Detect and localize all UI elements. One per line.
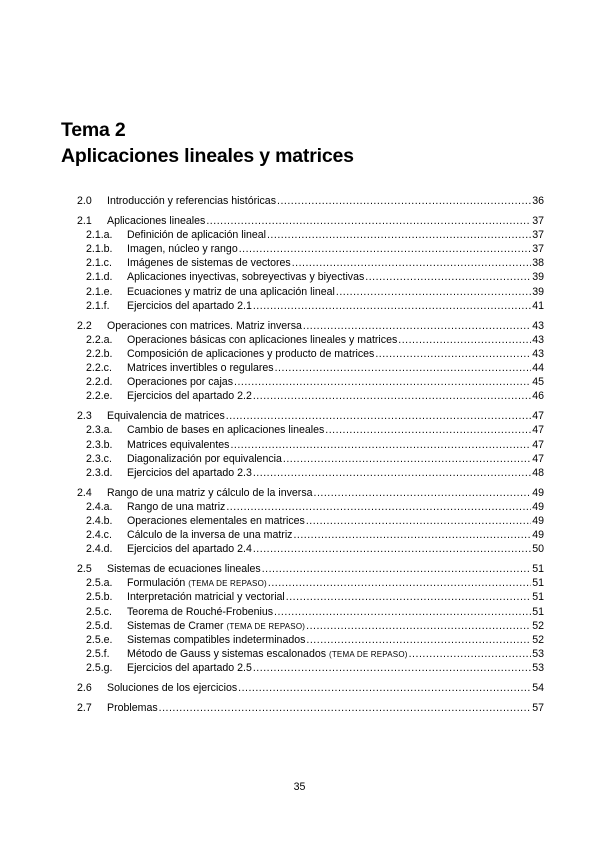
dot-leader [365, 270, 531, 284]
toc-entry-title [127, 647, 408, 662]
toc-entry-title-text: Ejercicios del apartado 2.5 [127, 661, 252, 674]
toc-entry-title-text: Sistemas de ecuaciones lineales [107, 563, 261, 576]
toc-entry-title [127, 242, 238, 256]
toc-entry-page: 37 [532, 215, 544, 228]
toc-entry-page: 52 [532, 619, 544, 632]
dot-leader [159, 701, 532, 715]
toc-entry-title [127, 423, 324, 437]
toc-entry-title-text: Rango de una matriz y cálculo de la inversa [107, 486, 313, 499]
toc-subentry [77, 661, 544, 675]
toc-entry-title-text: Cálculo de la inversa de una matriz [127, 529, 293, 542]
dot-leader [293, 528, 531, 542]
toc-entry-page: 47 [532, 410, 544, 423]
toc-section [77, 214, 544, 313]
toc-entry-page: 43 [532, 347, 544, 360]
toc-entry [77, 214, 544, 228]
toc-entry-number: 2.3.d. [86, 466, 113, 479]
toc-subentry [77, 347, 544, 361]
dot-leader [325, 423, 531, 437]
toc-entry-page: 39 [532, 285, 544, 298]
dot-leader [375, 347, 531, 361]
toc-entry-page: 37 [532, 229, 544, 242]
toc-entry-title-text: Composición de aplicaciones y producto de matrices [127, 347, 375, 360]
toc-entry-title [127, 375, 233, 389]
toc-entry-title [107, 409, 225, 423]
toc-entry [77, 562, 544, 576]
toc-entry-title-text: Cambio de bases en aplicaciones lineales [127, 424, 325, 437]
toc-entry-note: (TEMA DE REPASO) [226, 621, 306, 631]
dot-leader [303, 319, 531, 333]
toc-entry-page: 37 [532, 243, 544, 256]
chapter-title: Aplicaciones lineales y matrices [61, 145, 354, 167]
toc-subentry [77, 647, 544, 661]
toc-entry-title [127, 605, 273, 619]
toc-entry-number: 2.4.d. [86, 543, 113, 556]
toc-entry-title-text: Sistemas compatibles indeterminados [127, 633, 306, 646]
dot-leader [286, 590, 531, 604]
toc-entry-title-text: Aplicaciones lineales [107, 215, 206, 228]
toc-entry-number: 2.2.a. [86, 333, 113, 346]
dot-leader [226, 500, 531, 514]
toc-entry-number: 2.3.a. [86, 424, 113, 437]
toc-entry-title [127, 514, 305, 528]
toc-entry-page: 49 [532, 486, 544, 499]
toc-entry-number: 2.4 [77, 486, 92, 499]
toc-subentry [77, 333, 544, 347]
toc-subentry [77, 466, 544, 480]
toc-entry-title-text: Problemas [107, 702, 158, 715]
toc-entry-title [107, 194, 276, 208]
dot-leader [398, 333, 531, 347]
toc-entry-title-text: Ejercicios del apartado 2.4 [127, 543, 252, 556]
toc-entry-page: 47 [532, 424, 544, 437]
toc-entry-title [127, 389, 252, 403]
toc-entry-page: 52 [532, 633, 544, 646]
toc-subentry [77, 576, 544, 590]
toc-entry-page: 53 [532, 661, 544, 674]
toc-subentry [77, 514, 544, 528]
toc-entry-page: 49 [532, 529, 544, 542]
toc-entry-number: 2.5.e. [86, 633, 113, 646]
toc-entry-number: 2.2.d. [86, 376, 113, 389]
toc-entry-title [127, 661, 252, 675]
toc-entry-title-text: Aplicaciones inyectivas, sobreyectivas y biyectivas [127, 271, 365, 284]
dot-leader [267, 228, 531, 242]
toc-entry-page: 43 [532, 333, 544, 346]
toc-subentry [77, 285, 544, 299]
toc-entry-title [127, 452, 282, 466]
toc-entry-number: 2.5.b. [86, 591, 113, 604]
toc-subentry [77, 389, 544, 403]
toc-subentry [77, 423, 544, 437]
toc-entry-title-text: Diagonalización por equivalencia [127, 452, 282, 465]
toc-entry-number: 2.1 [77, 215, 92, 228]
toc-subentry [77, 242, 544, 256]
toc-entry-number: 2.5 [77, 563, 92, 576]
toc-entry-title [127, 333, 397, 347]
toc-entry-number: 2.0 [77, 195, 92, 207]
toc-entry-note: (TEMA DE REPASO) [188, 579, 267, 589]
toc-entry-page: 48 [532, 466, 544, 479]
toc-entry-page: 36 [532, 195, 544, 207]
toc-entry-title-text: Matrices equivalentes [127, 438, 230, 451]
toc-entry-number: 2.1.d. [86, 271, 113, 284]
toc-entry-title [127, 619, 305, 634]
toc-entry-page: 49 [532, 500, 544, 513]
dot-leader [306, 633, 531, 647]
toc-entry-title [127, 361, 274, 375]
toc-entry-number: 2.4.b. [86, 514, 113, 527]
toc-subentry [77, 605, 544, 619]
toc-entry-title-text: Ejercicios del apartado 2.2 [127, 390, 252, 403]
dot-leader [409, 647, 532, 661]
toc-entry-title [127, 285, 335, 299]
toc-entry-title-text: Imagen, núcleo y rango [127, 243, 238, 256]
dot-leader [253, 389, 531, 403]
toc-entry-page: 39 [532, 271, 544, 284]
toc-entry-title [107, 681, 237, 695]
toc-entry-number: 2.4.a. [86, 500, 113, 513]
table-of-contents [77, 194, 544, 721]
toc-entry-title [127, 299, 252, 313]
toc-entry-number: 2.5.a. [86, 577, 113, 590]
toc-subentry [77, 361, 544, 375]
toc-entry-number: 2.6 [77, 682, 92, 694]
toc-entry-title [127, 590, 285, 604]
toc-entry-title-text: Soluciones de los ejercicios [107, 682, 238, 694]
toc-entry-number: 2.5.c. [86, 605, 112, 618]
toc-entry-title-text: Operaciones con matrices. Matriz inversa [107, 319, 302, 332]
toc-entry-number: 2.7 [77, 702, 92, 715]
toc-entry-title-text: Imágenes de sistemas de vectores [127, 257, 291, 270]
toc-entry-number: 2.1.b. [86, 243, 113, 256]
dot-leader [234, 375, 531, 389]
dot-leader [292, 256, 532, 270]
toc-entry-number: 2.2.b. [86, 347, 113, 360]
toc-entry-number: 2.5.f. [86, 647, 110, 660]
toc-entry-title [107, 486, 313, 500]
toc-entry-page: 44 [532, 362, 544, 375]
toc-subentry [77, 590, 544, 604]
toc-entry-page: 46 [532, 390, 544, 403]
toc-entry [77, 701, 544, 715]
dot-leader [253, 299, 531, 313]
toc-section [77, 486, 544, 556]
dot-leader [306, 514, 531, 528]
dot-leader [206, 214, 531, 228]
toc-entry-title [107, 214, 205, 228]
toc-entry-title [127, 347, 374, 361]
toc-entry-title-text: Operaciones por cajas [127, 376, 233, 389]
toc-subentry [77, 438, 544, 452]
toc-entry-title [127, 633, 305, 647]
toc-entry-page: 50 [532, 543, 544, 556]
toc-entry-page: 41 [532, 299, 544, 312]
dot-leader [253, 661, 531, 675]
toc-entry-title [107, 562, 261, 576]
dot-leader [253, 466, 531, 480]
toc-entry-page: 45 [532, 376, 544, 389]
toc-subentry [77, 270, 544, 284]
toc-subentry [77, 528, 544, 542]
dot-leader [275, 361, 532, 375]
toc-entry-number: 2.2.e. [86, 390, 113, 403]
toc-subentry [77, 542, 544, 556]
toc-entry-title [127, 528, 292, 542]
toc-entry [77, 681, 544, 695]
chapter-number: Tema 2 [61, 119, 126, 141]
toc-subentry [77, 299, 544, 313]
toc-entry-title-text: Ejercicios del apartado 2.1 [127, 299, 252, 312]
toc-entry [77, 319, 544, 333]
toc-entry-page: 57 [532, 702, 544, 715]
toc-entry-number: 2.3.c. [86, 452, 112, 465]
dot-leader [238, 681, 531, 695]
toc-entry-page: 49 [532, 514, 544, 527]
toc-entry-title [127, 438, 229, 452]
dot-leader [277, 194, 531, 208]
toc-subentry [77, 500, 544, 514]
toc-entry-title-text: Definición de aplicación lineal [127, 229, 266, 242]
toc-entry-title [127, 466, 252, 480]
toc-entry-page: 51 [532, 577, 544, 590]
toc-entry-page: 51 [532, 605, 544, 618]
toc-entry-title-text: Ecuaciones y matriz de una aplicación lineal [127, 285, 335, 298]
toc-entry-title-text: Rango de una matriz [127, 500, 226, 513]
toc-entry-number: 2.4.c. [86, 529, 112, 542]
dot-leader [314, 486, 532, 500]
toc-entry-title-text: Operaciones elementales en matrices [127, 514, 305, 527]
toc-entry-title [127, 542, 252, 556]
toc-entry-title-text: Equivalencia de matrices [107, 410, 225, 423]
toc-entry-number: 2.1.f. [86, 299, 110, 312]
toc-entry-page: 38 [532, 257, 544, 270]
toc-subentry [77, 633, 544, 647]
toc-entry-title-text: Introducción y referencias históricas [107, 195, 276, 207]
toc-entry-title-text: Operaciones básicas con aplicaciones lineales y matrices [127, 333, 398, 346]
toc-entry-title-text: Interpretación matricial y vectorial [127, 591, 285, 604]
toc-entry-title [107, 319, 302, 333]
toc-section [77, 562, 544, 675]
dot-leader [226, 409, 531, 423]
toc-subentry [77, 228, 544, 242]
dot-leader [230, 438, 531, 452]
toc-section [77, 409, 544, 479]
toc-subentry [77, 256, 544, 270]
toc-entry-number: 2.2 [77, 319, 92, 332]
dot-leader [239, 242, 531, 256]
toc-entry-number: 2.3.b. [86, 438, 113, 451]
toc-section [77, 194, 544, 208]
toc-entry-number: 2.1.c. [86, 257, 112, 270]
toc-entry-number: 2.3 [77, 410, 92, 423]
dot-leader [274, 605, 531, 619]
toc-entry-page: 51 [532, 591, 544, 604]
toc-section [77, 319, 544, 404]
toc-entry-page: 47 [532, 438, 544, 451]
toc-entry-title [127, 270, 364, 284]
toc-entry-number: 2.5.g. [86, 661, 113, 674]
toc-section [77, 701, 544, 715]
toc-entry-title-text: Matrices invertibles o regulares [127, 362, 274, 375]
dot-leader [253, 542, 531, 556]
toc-entry [77, 486, 544, 500]
toc-entry-page: 47 [532, 452, 544, 465]
toc-entry-page: 51 [532, 563, 544, 576]
dot-leader [306, 619, 531, 633]
toc-entry [77, 194, 544, 208]
toc-subentry [77, 452, 544, 466]
toc-entry-title-text: Ejercicios del apartado 2.3 [127, 466, 252, 479]
toc-entry-title [127, 500, 225, 514]
toc-entry-title [127, 576, 267, 591]
toc-entry-number: 2.2.c. [86, 362, 112, 375]
toc-entry [77, 409, 544, 423]
toc-subentry [77, 375, 544, 389]
toc-entry-page: 43 [532, 319, 544, 332]
toc-entry-number: 2.1.e. [86, 285, 113, 298]
toc-entry-title-text: Formulación [127, 577, 186, 590]
toc-entry-title-text: Sistemas de Cramer [127, 619, 224, 632]
toc-entry-number: 2.5.d. [86, 619, 113, 632]
toc-entry-page: 54 [532, 682, 544, 694]
dot-leader [283, 452, 531, 466]
toc-entry-title-text: Teorema de Rouché-Frobenius [127, 605, 274, 618]
toc-entry-title [127, 228, 266, 242]
toc-entry-note: (TEMA DE REPASO) [328, 649, 408, 659]
toc-entry-page: 53 [532, 647, 544, 660]
toc-entry-title [127, 256, 291, 270]
toc-entry-title-text: Método de Gauss y sistemas escalonados [127, 647, 327, 660]
dot-leader [262, 562, 532, 576]
dot-leader [268, 576, 531, 590]
page-number: 35 [293, 781, 306, 793]
toc-entry-title [107, 701, 158, 715]
toc-subentry [77, 619, 544, 633]
dot-leader [336, 285, 531, 299]
toc-entry-number: 2.1.a. [86, 229, 113, 242]
toc-section [77, 681, 544, 695]
